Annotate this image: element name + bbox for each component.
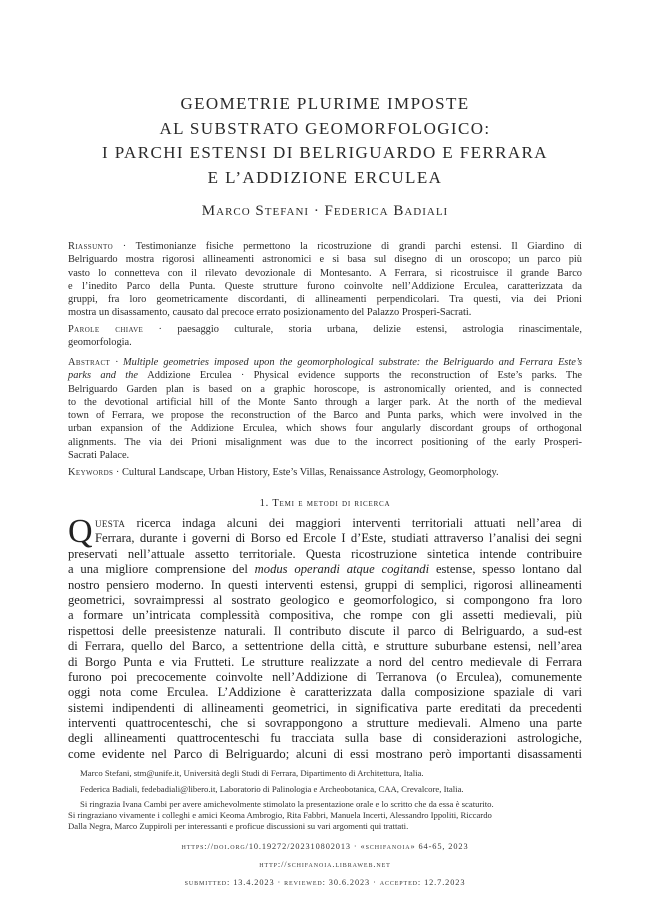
footer-dates: submitted: 13.4.2023 · reviewed: 30.6.2023 · accepted: 12.7.2023 [184,878,466,887]
title-line-4: E L’ADDIZIONE ERCULEA [207,167,443,187]
footer-doi: https://doi.org/10.19272/202310802013 · «schifanoia» 64-65, 2023 [181,842,469,851]
body-line-5: nostro pensiero moderno. In questi interventi estensi, gruppi di semplici, rigorosi allineamenti [68,577,582,592]
riassunto-line-4: e l’inedito Parco della Punta. Queste strutture furono coinvolte nell’Addizione Erculea, caratterizzata da [68,280,582,292]
keywords [68,466,582,479]
abstract-line-7: alignments. The via dei Prioni misalignment was due to the incorrect positioning of the early Prosperi- [68,436,582,448]
abstract-line-2: · Physical evidence supports the reconstruction of Este’s parks. The [231,370,583,382]
body-line-15: degli allineamenti quattrocenteschi fu tracciata sulla base di considerazioni astrologiche, [68,731,582,746]
body-line-1: ricerca indaga alcuni dei maggiori interventi territoriali attuati nell’area di [125,516,582,530]
body-line-8: rispettosi delle preesistenze naturali. Il contributo discute il parco di Belriguardo, a sud-est [68,623,582,638]
footer-url: http://schifanoia.libraweb.net [259,860,391,869]
abstract-title-2: parks and the [68,370,148,382]
body-line-4b: estense, spesso lontano dal [429,562,583,577]
ack-line-2: Si ringraziano vivamente i colleghi e amici Keoma Ambrogio, Rita Fabbri, Manuela Incerti, Alessandro Ippoliti, Riccardo [68,810,492,821]
body-line-10: di Borgo Punta e via Frutteti. Le strutture realizzate a nord del centro medievale di Ferrara [68,654,582,669]
body-line-4-italic: modus operandi atque cogitandi [254,562,430,577]
abstract-title-3: Addizione Erculea [147,370,232,382]
author-note-1 [80,768,580,779]
article-title [60,92,590,190]
author-note-2 [80,784,580,795]
keywords-text: · Cultural Landscape, Urban History, Este’s Villas, Renaissance Astrology, Geomorphology. [113,467,499,478]
parole-chiave-line-1: · paesaggio culturale, storia urbana, delizie estensi, astrologia rinascimentale, [143,324,582,335]
parole-chiave-label: Parole chiave [68,324,144,335]
abstract-line-6: urban expansion of the Addizione Erculea, which shows four angularly discordant groups of orthogonal [68,423,582,435]
ack-line-1: Si ringrazia Ivana Cambi per avere amichevolmente stimolato la presentazione orale e lo scritto che da essa è scaturito. [80,799,494,809]
body-line-14: interventi quattrocenteschi, che si sovrappongono a strutture medievali. Almeno una parte [68,716,582,731]
abstract [68,356,582,462]
abstract-line-4: to the devotional artificial hill of the Monte Santo through a larger park. At the north of the medieval [68,396,582,408]
abstract-line-8: Sacrati Palace. [68,450,130,462]
riassunto-line-1: · Testimonianze fisiche permettono la ricostruzione di grandi parchi estensi. Il Giardino di [113,241,582,252]
riassunto-label: Riassunto [68,241,114,252]
abstract-title-1: · Multiple geometries imposed upon the geomorphological substrate: the Belriguardo and Ferrara Este’s [110,357,582,368]
body-line-4a: a una migliore comprensione del [68,562,255,577]
drop-cap: Q [68,513,93,550]
riassunto [68,240,582,320]
title-line-3: I PARCHI ESTENSI DI BELRIGUARDO E FERRARA [102,143,548,162]
abstract-label: Abstract [68,357,111,368]
author-note-1-text: Marco Stefani, stm@unife.it, Università degli Studi di Ferrara, Dipartimento di Architettura, Italia. [80,768,424,778]
body-line-9: di Ferrara, quello del Barco, a settentrione della città, e strutture suburbane estensi, nell’area [68,639,582,654]
ack-line-3: Dalla Negra, Marco Zuppiroli per interessanti e proficue discussioni su vari argomenti qui trattati. [68,821,409,832]
body-line-7: a formare un’intricata complessità compositiva, che rompe con gli assetti medievali, più [68,608,582,623]
body-line-13: sistemi indipendenti di allineamenti geometrici, in significativa parte ereditati da precedenti [68,700,582,715]
body-line-12: oggi nota come Erculea. L’Addizione è caratterizzata dalla composizione spaziale di vari [68,685,582,700]
body-line-16: come evidente nel Parco di Belriguardo; alcuni di essi mostrano però importanti disassamenti [68,746,582,761]
parole-chiave-line-2: geomorfologia. [68,337,132,349]
riassunto-line-5: gruppi, fra loro geometricamente discordanti, di allineamenti perpendicolari. Tra questi, via dei Prioni [68,294,582,306]
abstract-line-3: Belriguardo Garden plan is based on a graphic horoscope, is astronomically oriented, and is connected [68,383,582,395]
acknowledgements [68,799,582,833]
parole-chiave [68,323,582,350]
keywords-label: Keywords [68,467,114,478]
body-line-2: Ferrara, durante i governi di Borso ed Ercole I d’Este, studiati attraverso l’analisi dei segni [95,531,582,546]
body-text [68,513,583,762]
body-first-word: uesta [95,516,126,530]
riassunto-line-2: Belriguardo mostra rigorosi allineamenti astronomici e si basa sul disegno di un oroscopo; un parco più [68,254,582,266]
section-heading: 1. Temi e metodi di ricerca [259,498,391,509]
title-line-1: GEOMETRIE PLURIME IMPOSTE [180,94,470,113]
title-line-2: AL SUBSTRATO GEOMORFOLOGICO: [159,118,491,138]
authors: Marco Stefani · Federica Badiali [201,203,449,219]
body-line-6: geometrici, sovraimpressi al sostrato geologico e geomorfologico, si compongono fra loro [68,592,582,607]
author-note-2-text: Federica Badiali, fedebadiali@libero.it, Laboratorio di Palinologia e Archeobotanica, CAA, Crevalcore, Italia. [80,784,464,794]
riassunto-line-6: mostra un disassamento, causato dal precoce errato posizionamento del Palazzo Prosperi-Sacrati. [68,307,472,319]
body-line-11: furono poi precocemente coinvolte nell’Addizione di Terranova (o Erculea), comunemente [68,669,582,684]
body-line-3: preservati nell’attuale assetto territoriale. Questa ricostruzione sintetica intende contribuire [68,546,582,561]
abstract-line-5: town of Ferrara, we propose the reconstruction of the Barco and Punta parks, which were involved in the [68,410,582,422]
riassunto-line-3: vasto lo connetteva con il rilevato devozionale di Montesanto. A Ferrara, si ricostruisce il grande Barco [68,267,582,279]
